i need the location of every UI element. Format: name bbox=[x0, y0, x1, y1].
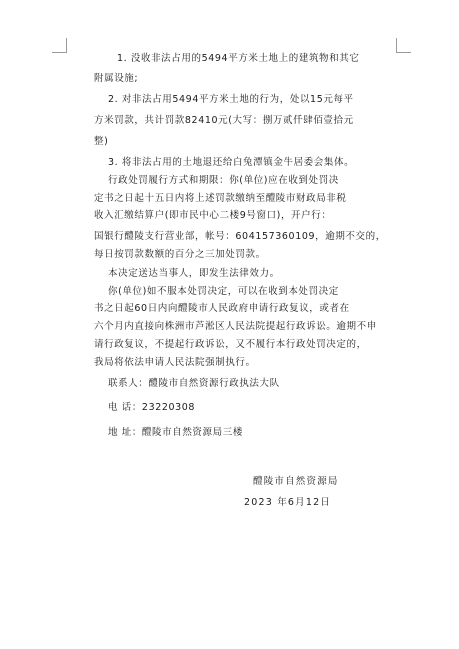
contact-label: 联系人： bbox=[108, 378, 149, 389]
contact-phone bbox=[108, 402, 195, 413]
payment-line-1: 行政处罚履行方式和期限：你(单位)应在收到处罚决 bbox=[108, 175, 339, 186]
appeal-line-4: 请行政复议，不提起行政诉讼，又不履行本行政处罚决定的， bbox=[94, 339, 367, 350]
contact-address bbox=[108, 427, 243, 438]
signature-org: 醴陵市自然资源局 bbox=[253, 476, 339, 487]
item-1-line-2: 附属设施; bbox=[94, 73, 139, 84]
item-2-line-1: 2. 对非法占用5494平方米土地的行为，处以15元每平 bbox=[108, 94, 354, 105]
appeal-line-3: 六个月内直接向株洲市芦淞区人民法院提起行政诉讼。逾期不申 bbox=[94, 321, 377, 332]
appeal-line-1: 你(单位)如不服本处罚决定，可以在收到本处罚决定 bbox=[108, 286, 339, 297]
item-3-line-1: 3. 将非法占用的土地退还给白兔潭镇金牛居委会集体。 bbox=[108, 157, 355, 168]
appeal-line-2: 书之日起60日内向醴陵市人民政府申请行政复议，或者在 bbox=[94, 303, 350, 314]
item-2-line-2: 方米罚款，共计罚款82410元(大写：捌万贰仟肆佰壹拾元 bbox=[94, 115, 354, 126]
signature-date: 2023 年6月12日 bbox=[244, 497, 332, 508]
address-value: 醴陵市自然资源局三楼 bbox=[141, 427, 243, 438]
item-2-line-3: 整) bbox=[94, 136, 109, 147]
contact-person bbox=[108, 378, 280, 389]
payment-line-2: 定书之日起十五日内将上述罚款缴纳至醴陵市财政局非税 bbox=[94, 193, 347, 204]
contact-value: 醴陵市自然资源行政执法大队 bbox=[148, 378, 280, 389]
margin-corner-mark bbox=[396, 38, 411, 53]
address-label: 地 址： bbox=[108, 427, 142, 438]
phone-label: 电 话： bbox=[108, 402, 142, 413]
payment-line-3: 收入汇缴结算户(即市民中心二楼9号窗口)，开户行： bbox=[94, 210, 332, 221]
payment-line-4: 国银行醴陵支行营业部，帐号：604157360109，逾期不交的， bbox=[94, 231, 386, 242]
margin-corner-mark bbox=[52, 38, 67, 53]
item-1-line-1: 1. 没收非法占用的5494平方米土地上的建筑物和其它 bbox=[117, 53, 360, 64]
phone-value: 23220308 bbox=[141, 402, 196, 413]
appeal-line-5: 我局将依法申请人民法院强制执行。 bbox=[94, 357, 256, 368]
payment-line-5: 每日按罚款数额的百分之三加处罚款。 bbox=[94, 249, 266, 260]
effect-line: 本决定送达当事人，即发生法律效力。 bbox=[108, 268, 280, 279]
